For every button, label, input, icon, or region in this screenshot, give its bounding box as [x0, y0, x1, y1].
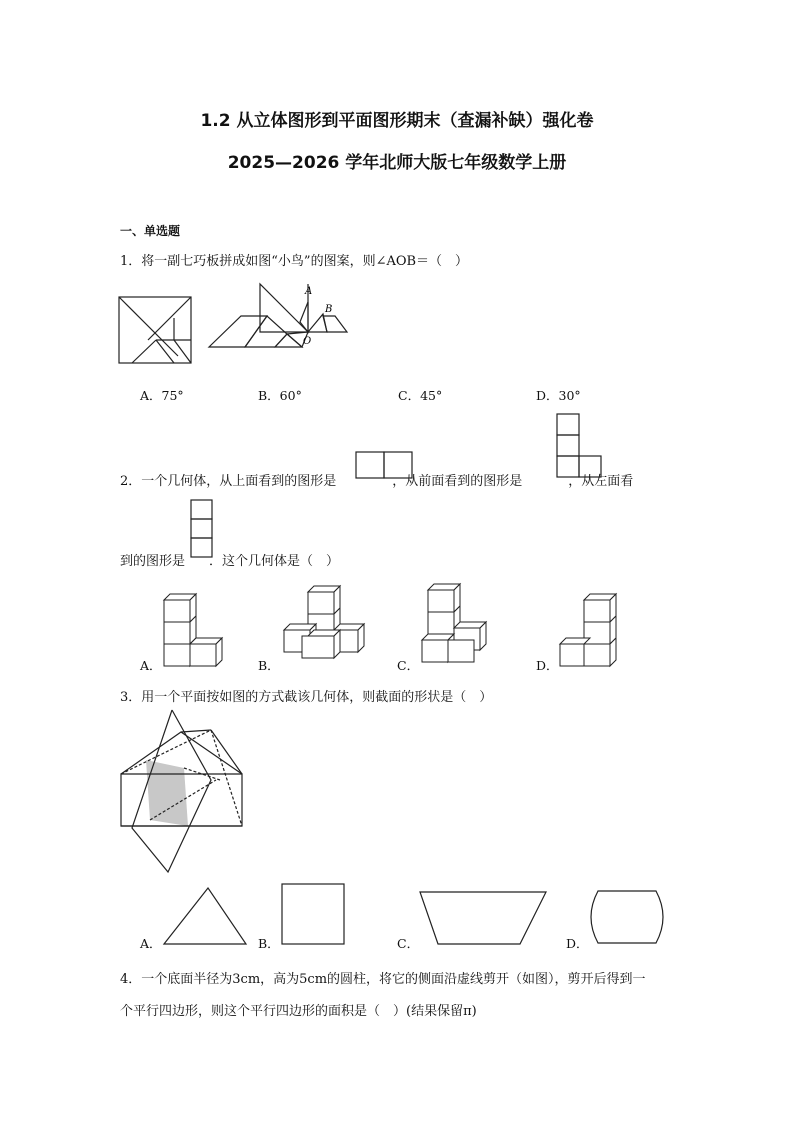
q2-top-view — [355, 451, 413, 479]
q2-option-b-label[interactable]: B． — [258, 658, 280, 673]
q2-option-c-figure[interactable] — [420, 580, 488, 668]
q2-line2-suffix: ．这个几何体是（ ） — [209, 554, 340, 569]
title-line-2: 2025—2026 学年北师大版七年级数学上册 — [227, 153, 567, 173]
q3-option-a-label[interactable]: A． — [140, 936, 162, 951]
q2-part-3: ，从左面看 — [568, 474, 634, 489]
tangram-square-figure — [118, 296, 194, 366]
cube-stack-d — [560, 594, 616, 666]
question-1-text: 1．将一副七巧板拼成如图“小鸟”的图案，则∠AOB＝（ ） — [120, 254, 469, 269]
q3-option-b-label[interactable]: B． — [258, 936, 280, 951]
q2-front-view — [556, 413, 602, 479]
tangram-bird-figure — [205, 250, 353, 354]
q3-option-d-barrel[interactable] — [590, 889, 664, 947]
question-4-line-2: 个平行四边形，则这个平行四边形的面积是（ ）(结果保留π) — [120, 1004, 477, 1019]
q2-part-1: 2．一个几何体，从上面看到的图形是 — [120, 474, 337, 489]
cube-stack-a — [164, 594, 222, 666]
point-b-label: B — [325, 304, 333, 315]
title-line-1: 1.2 从立体图形到平面图形期末（查漏补缺）强化卷 — [200, 111, 594, 131]
point-o-label: O — [303, 336, 312, 347]
q3-option-c-trapezoid[interactable] — [418, 890, 548, 946]
question-4-line-1: 4．一个底面半径为3cm，高为5cm的圆柱，将它的侧面沿虚线剪开（如图），剪开后得到一 — [120, 972, 646, 987]
q3-option-d-label[interactable]: D． — [566, 936, 589, 951]
q3-option-b-square[interactable] — [280, 882, 346, 946]
q2-left-view — [190, 499, 214, 561]
q3-option-c-label[interactable]: C． — [397, 936, 420, 951]
q2-option-c-label[interactable]: C． — [397, 658, 420, 673]
q1-option-b[interactable]: B．60° — [258, 388, 302, 403]
question-3-text: 3．用一个平面按如图的方式截该几何体，则截面的形状是（ ） — [120, 690, 493, 705]
section-heading: 一、单选题 — [120, 224, 181, 238]
q2-option-a-figure[interactable] — [162, 586, 224, 668]
point-a-label: A — [305, 286, 313, 297]
q2-part-2: ，从前面看到的图形是 — [392, 474, 523, 489]
q1-option-c[interactable]: C．45° — [398, 388, 443, 403]
q1-option-d[interactable]: D．30° — [536, 388, 581, 403]
q1-option-a[interactable]: A．75° — [140, 388, 184, 403]
q2-option-d-label[interactable]: D． — [536, 658, 559, 673]
q3-option-a-triangle[interactable] — [160, 886, 250, 946]
q2-option-b-figure[interactable] — [282, 580, 366, 662]
q3-prism-cut-figure — [116, 708, 246, 876]
q2-line2-prefix: 到的图形是 — [120, 554, 186, 569]
cube-stack-b — [284, 586, 364, 658]
q2-option-a-label[interactable]: A． — [140, 658, 162, 673]
question-2-line-2 — [120, 550, 339, 569]
cube-stack-c — [422, 584, 486, 662]
q2-option-d-figure[interactable] — [560, 586, 620, 668]
